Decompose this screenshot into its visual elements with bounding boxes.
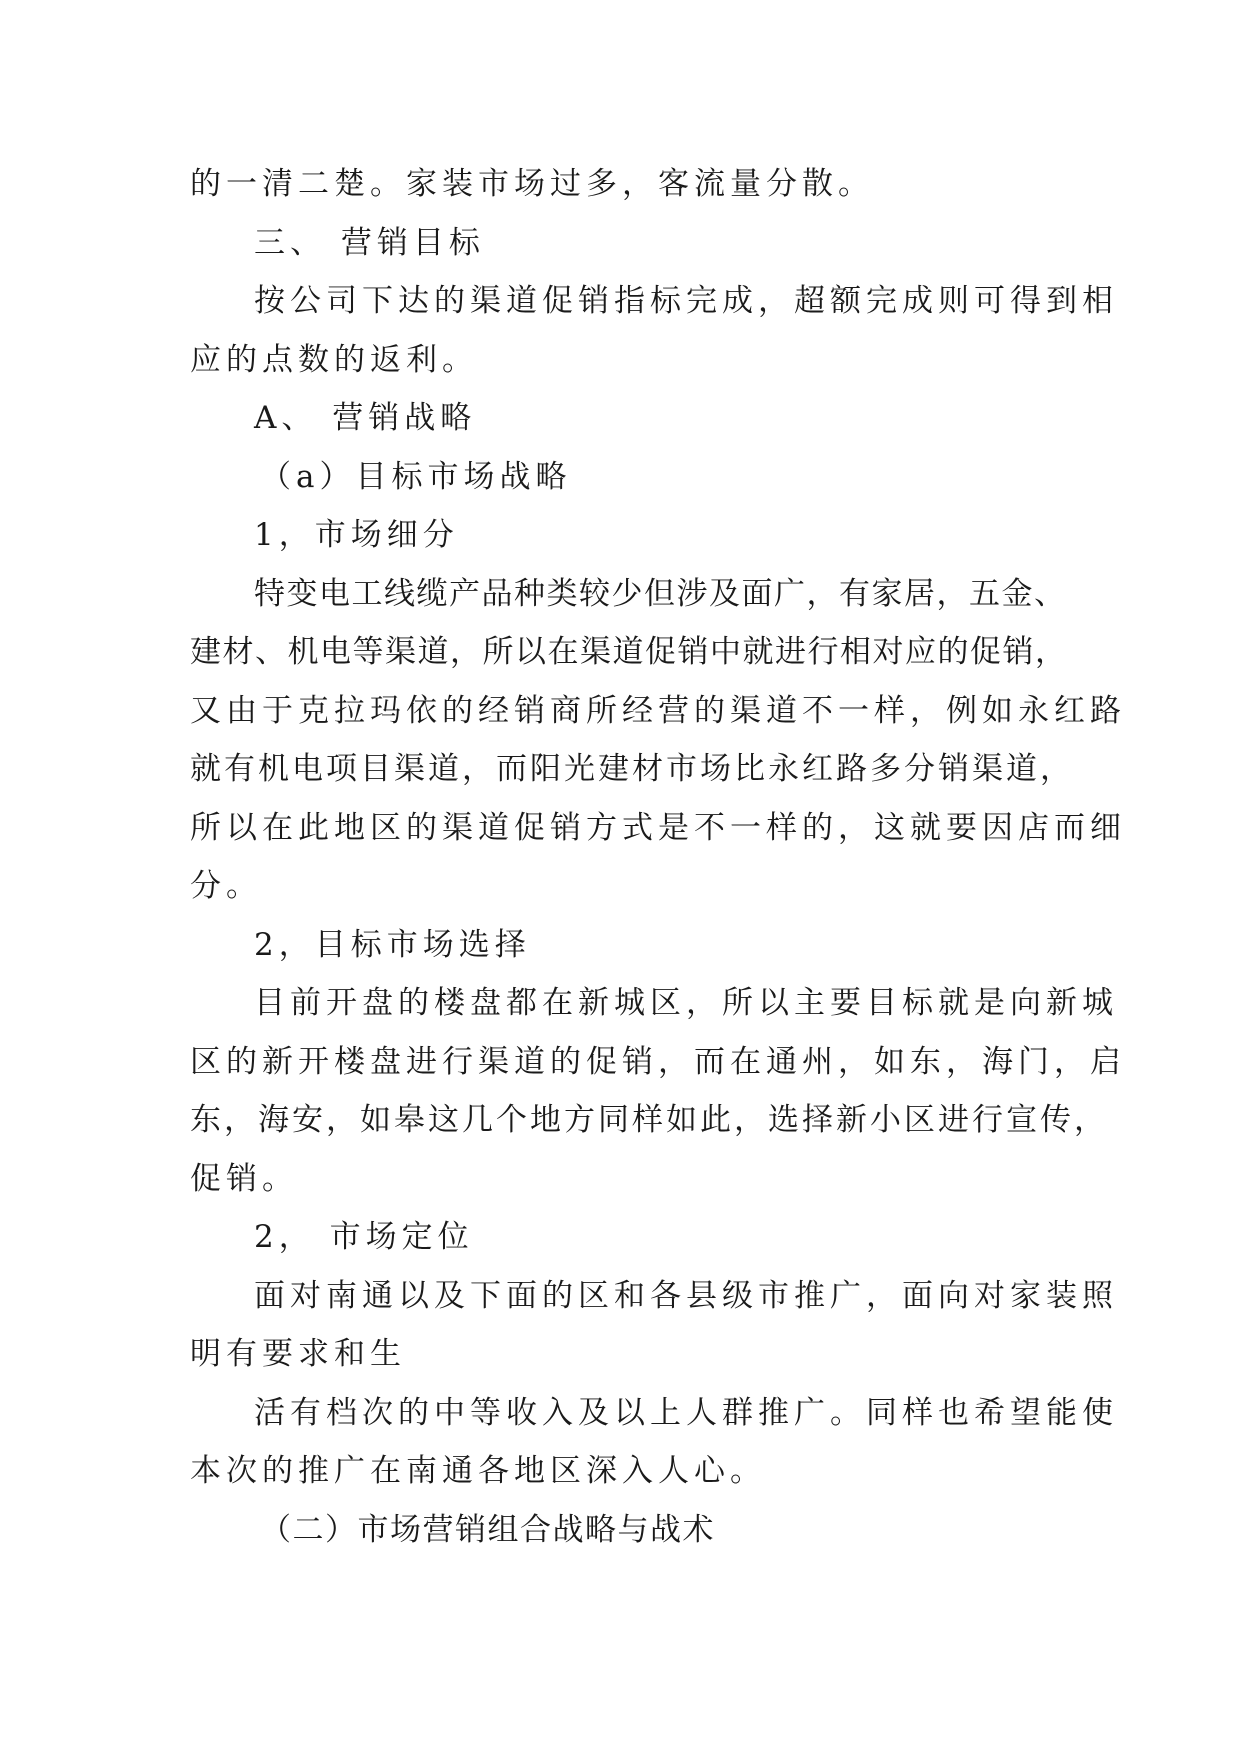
paragraph-line: 活有档次的中等收入及以上人群推广。同样也希望能使: [254, 1394, 1118, 1431]
paragraph-line: 特变电工线缆产品种类较少但涉及面广，有家居，五金、: [254, 575, 1067, 612]
paragraph-line: 就有机电项目渠道，而阳光建材市场比永红路多分销渠道，: [190, 751, 1074, 787]
document-body: [190, 155, 1126, 1559]
paragraph-line: 建材、机电等渠道，所以在渠道促销中就进行相对应的促销，: [190, 634, 1068, 670]
section-heading: 三、 营销目标: [254, 224, 485, 261]
paragraph-line: 明有要求和生: [190, 1336, 406, 1372]
paragraph-line: 区的新开楼盘进行渠道的促销，而在通州，如东，海门，启: [190, 1043, 1126, 1080]
paragraph-line: 又由于克拉玛依的经销商所经营的渠道不一样，例如永红路: [190, 692, 1126, 729]
paragraph-line: 所以在此地区的渠道促销方式是不一样的，这就要因店而细: [190, 809, 1126, 846]
subsection-heading: 1，市场细分: [254, 517, 459, 553]
paragraph-line: 促销。: [190, 1160, 298, 1197]
paragraph-line: 的一清二楚。家装市场过多，客流量分散。: [190, 166, 874, 202]
subsection-heading: （a）目标市场战略: [260, 458, 572, 495]
paragraph-line: 目前开盘的楼盘都在新城区，所以主要目标就是向新城: [254, 985, 1118, 1021]
paragraph-line: 分。: [190, 868, 262, 904]
paragraph-line: 东，海安，如皋这几个地方同样如此，选择新小区进行宣传，: [190, 1102, 1108, 1138]
paragraph-line: 本次的推广在南通各地区深入人心。: [190, 1453, 766, 1489]
subsection-heading: 2，目标市场选择: [254, 926, 531, 963]
paragraph-line: 应的点数的返利。: [190, 341, 478, 378]
paragraph-line: 面对南通以及下面的区和各县级市推广，面向对家装照: [254, 1277, 1118, 1314]
section-heading: A、 营销战略: [254, 400, 477, 436]
paragraph-line: 按公司下达的渠道促销指标完成，超额完成则可得到相: [254, 283, 1118, 319]
section-heading: （二）市场营销组合战略与战术: [260, 1511, 715, 1548]
subsection-heading: 2， 市场定位: [254, 1219, 474, 1255]
